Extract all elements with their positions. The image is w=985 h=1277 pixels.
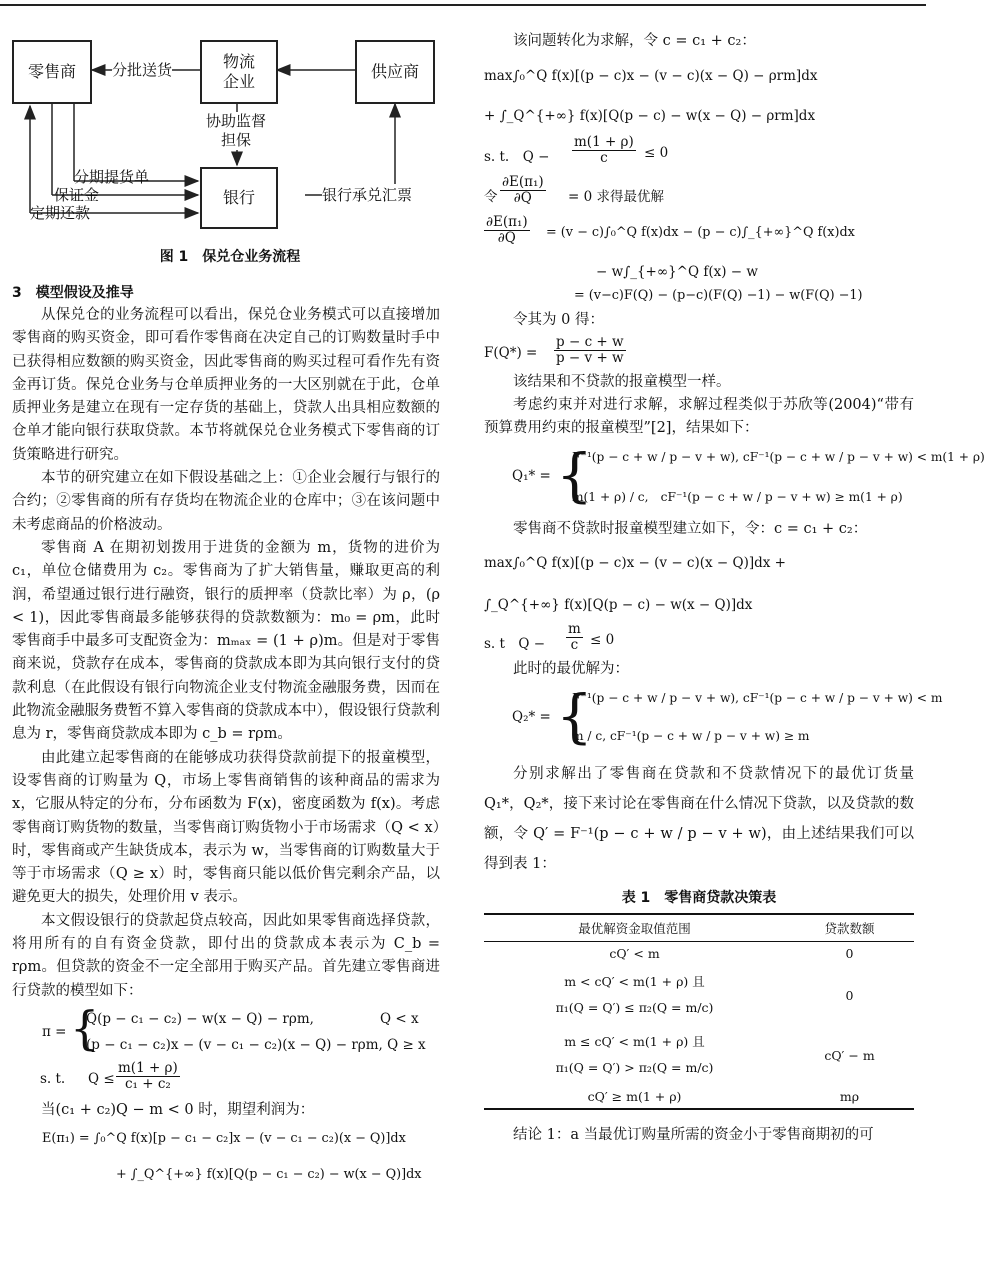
equation-max: ∫_Q^{+∞} f(x)[Q(p − c) − w(x − Q)]dx — [484, 596, 753, 613]
label-batch-delivery: 分批送货 — [112, 61, 173, 79]
eq-case: m(1 + ρ) / c, cF⁻¹(p − c + w / p − v + w) ≥ m(1 + ρ) — [572, 490, 903, 505]
cond-text: m ≤ cQ′ < m(1 + ρ) 且 — [564, 1034, 705, 1050]
eq-case: F⁻¹(p − c + w / p − v + w), cF⁻¹(p − c + w / p − v + w) < m(1 + ρ) — [572, 450, 985, 465]
cond-text: cQ′ ≥ m(1 + ρ) — [587, 1089, 682, 1105]
label-acceptance: 银行承兑汇票 — [322, 186, 413, 204]
table-row — [484, 942, 914, 966]
table-header: 最优解资金取值范围 — [484, 914, 785, 942]
equation-first-order — [484, 175, 914, 211]
equation-F-Q — [484, 335, 914, 371]
logistics-box: 物流 企业 — [200, 40, 278, 104]
table-cell: mρ — [785, 1085, 914, 1109]
eq-brace: { — [556, 682, 593, 751]
retailer-box: 零售商 — [12, 40, 92, 104]
cond-text: m < cQ′ < m(1 + ρ) 且 — [564, 974, 705, 990]
eq-lhs: F(Q*) = — [484, 344, 538, 361]
paragraph: 零售商不贷款时报童模型建立如下，令：c = c₁ + c₂： — [513, 521, 868, 538]
paragraph: 零售商 A 在期初划拨用于进货的金额为 m，货物的进价为 c₁，单位仓储费用为 c₂。零售商为了扩大销售量，赚取更高的利润，希望通过银行进行融资，银行的质押率（贷款比率）为 ρ，(ρ < 1)，因此零售商最多能够获得的贷款数额为：m₀ = ρm，此时零售商手中最多可支配资金为：mₘₐₓ = (1 + ρ)m。但是对于零售商来说，贷款存在成本，零售商的贷款成本即为其向银行支付的贷款利息（在此假设有银行向物流企业支付物流金融服务费，因而在此物流金融服务费暂不算入零售商的贷款成本中），假设银行贷款利息为 r，零售商贷款成本即为 c_b = rρm。 — [12, 539, 440, 743]
cond-text: π₁(Q = Q′) > π₂(Q = m/c) — [555, 1060, 714, 1076]
table-cell — [484, 965, 785, 1025]
table-cell: 0 — [845, 987, 854, 1003]
table-header: 贷款数额 — [785, 914, 914, 942]
table-caption: 表 1 零售商贷款决策表 — [621, 890, 777, 907]
figure-caption: 图 1 保兑仓业务流程 — [159, 249, 301, 265]
paragraph: 从保兑仓的业务流程可以看出，保兑仓业务模式可以直接增加零售商的购买资金，即可看作零售商在决定自己的订购数量时手中已获得相应数额的购买资金，因此零售商的购买过程可看作先有资金再订货。保兑仓业务与仓单质押业务的一大区别就在于此，仓单质押业务是建立在现有一定存货的基础上，贷款人出具相应数额的仓单才能向银行获取贷款。本节将就保兑仓业务模式下零售商的订货策略进行研究。 — [12, 307, 440, 463]
left-column — [12, 282, 440, 1186]
figure-1 — [0, 0, 460, 270]
table-cell: cQ′ − m — [824, 1047, 875, 1063]
fraction-numerator: m(1 + ρ) — [574, 134, 634, 151]
eq-st: s. t Q − — [484, 635, 546, 652]
fraction — [116, 1061, 180, 1092]
paragraph: 分别求解出了零售商在贷款和不贷款情况下的最优订货量 Q₁*，Q₂*，接下来讨论在零售商在什么情况下贷款，以及贷款的数额，令 Q′ = F⁻¹(p − c + w / p − v + w)，由上述结果我们可以得到表 1： — [484, 766, 914, 873]
fraction-numerator: m(1 + ρ) — [118, 1059, 178, 1076]
table-row — [484, 1085, 914, 1109]
equation-max: + ∫_Q^{+∞} f(x)[Q(p − c) − w(x − Q) − ρrm]dx — [484, 108, 816, 125]
paragraph: 令其为 0 得： — [513, 312, 604, 329]
eq-case: (p − c₁ − c₂)x − (v − c₁ − c₂)(x − Q) − rρm, Q ≥ x — [86, 1036, 426, 1053]
bank-box: 银行 — [200, 167, 278, 229]
fraction-denominator: c₁ + c₂ — [124, 1075, 171, 1092]
paragraph: 该结果和不贷款的报童模型一样。 — [513, 373, 731, 390]
equation-profit — [12, 1000, 440, 1061]
fraction-denominator: p − v + w — [556, 349, 624, 366]
paragraph: 本节的研究建立在如下假设基础之上：①企业会履行与银行的合约；②零售商的所有存货均在物流企业的仓库中；③在该问题中未考虑商品的价格波动。 — [12, 470, 440, 533]
fraction-numerator: ∂E(π₁) — [486, 214, 528, 231]
table-row — [484, 965, 914, 1025]
paragraph: 结论 1：a 当最优订购量所需的资金小于零售商期初的可 — [513, 1127, 874, 1144]
right-column — [484, 30, 985, 1147]
equation-constraint — [12, 1061, 440, 1099]
label-repayment: 定期还款 — [30, 204, 91, 222]
fraction-denominator: c — [600, 150, 608, 167]
paragraph: 考虑约束并对进行求解，求解过程类似于苏欣等(2004)“带有预算费用约束的报童模型”[2]，结果如下： — [484, 396, 914, 437]
table-cell — [484, 1085, 785, 1109]
cond-text: cQ′ < m — [609, 946, 660, 962]
label-pickup-bill: 分期提货单 — [74, 168, 150, 186]
fraction — [566, 622, 583, 653]
eq-rhs: = (v − c)∫₀^Q f(x)dx − (p − c)∫_{+∞}^Q f(x)dx — [546, 225, 855, 241]
eq-lhs: π = — [42, 1023, 67, 1040]
equation-max: max∫₀^Q f(x)[(p − c)x − (v − c)(x − Q) − ρrm]dx — [484, 68, 818, 85]
fraction — [572, 135, 636, 166]
equation-Q1 — [484, 441, 985, 518]
fraction-numerator: p − c + w — [554, 335, 626, 351]
equation-derivative: − w∫_{+∞}^Q f(x) − w — [596, 264, 758, 281]
equation-expected-profit: E(π₁) = ∫₀^Q f(x)[p − c₁ − c₂]x − (v − c₁ − c₂)(x − Q)]dx — [42, 1131, 406, 1147]
table-header-row — [484, 914, 914, 942]
equation-derivative — [484, 215, 914, 251]
label-deposit: 保证金 — [54, 186, 100, 204]
eq-cond: Q < x — [380, 1010, 419, 1027]
equation-Q2 — [484, 682, 943, 759]
decision-table — [484, 913, 914, 1110]
equation-expected-profit: + ∫_Q^{+∞} f(x)[Q(p − c₁ − c₂) − w(x − Q)]dx — [116, 1167, 422, 1183]
eq-case: m / c, cF⁻¹(p − c + w / p − v + w) ≥ m — [572, 729, 810, 744]
eq-st: s. t. Q − — [484, 149, 550, 166]
fraction — [500, 175, 546, 206]
table-cell: 0 — [845, 946, 854, 962]
equation-derivative: = (v−c)F(Q) − (p−c)(F(Q) −1) − w(F(Q) −1) — [574, 288, 863, 304]
fraction — [484, 215, 530, 246]
section-title: 3 模型假设及推导 — [12, 285, 134, 301]
fraction-numerator: m — [568, 620, 581, 637]
equation-constraint — [484, 135, 914, 171]
paragraph: 该问题转化为求解，令 c = c₁ + c₂： — [513, 33, 756, 49]
label-supervise: 协助监督 担保 — [206, 112, 267, 149]
equation-constraint — [484, 622, 914, 658]
table-cell — [484, 942, 785, 966]
paragraph: 当(c₁ + c₂)Q − m < 0 时，期望利润为： — [41, 1101, 315, 1118]
table-cell — [484, 1025, 785, 1085]
eq-rhs: ≤ 0 — [590, 631, 615, 648]
table-row — [484, 1025, 914, 1085]
eq-brace: { — [70, 1000, 100, 1055]
fraction-denominator: ∂Q — [513, 190, 532, 207]
eq-lhs: Q₂* = — [512, 709, 551, 726]
fraction-denominator: ∂Q — [497, 230, 516, 247]
eq-case: Q(p − c₁ − c₂) − w(x − Q) − rρm, — [86, 1010, 314, 1027]
fraction-denominator: c — [570, 636, 579, 653]
supplier-box: 供应商 — [355, 40, 435, 104]
eq-case: F⁻¹(p − c + w / p − v + w), cF⁻¹(p − c + w / p − v + w) < m — [572, 691, 943, 706]
paragraph: 本文假设银行的贷款起贷点较高，因此如果零售商选择贷款，将用所有的自有资金贷款，即付出的贷款成本表示为 C_b = rρm。但贷款的资金不一定全部用于购买产品。首先建立零售商进行贷款的模型如下： — [12, 912, 440, 999]
eq-st: s. t. — [40, 1070, 66, 1087]
eq-rhs: ≤ 0 — [644, 145, 669, 162]
fraction-numerator: ∂E(π₁) — [502, 174, 544, 191]
paragraph: 此时的最优解为： — [513, 660, 629, 677]
eq-brace: { — [556, 441, 593, 510]
fraction — [554, 335, 626, 366]
eq-rhs: = 0 求得最优解 — [568, 189, 664, 206]
cond-text: π₁(Q = Q′) ≤ π₂(Q = m/c) — [555, 1000, 714, 1016]
eq-st-lhs: Q ≤ — [88, 1070, 115, 1087]
paragraph: 由此建立起零售商的在能够成功获得贷款前提下的报童模型，设零售商的订购量为 Q，市场上零售商销售的该种商品的需求为 x，它服从特定的分布，分布函数为 F(x)，密度函数为 f(x)。考虑零售商订购货物的数量，当零售商订购货物小于市场需求（Q < x）时，零售商或产生缺货成本，表示为 w，当零售商的订购数量大于等于市场需求（Q ≥ x）时，零售商只能以低价售完剩余产品，以避免更大的损失，处理价用 v 表示。 — [12, 749, 440, 906]
equation-max: max∫₀^Q f(x)[(p − c)x − (v − c)(x − Q)]dx + — [484, 554, 786, 571]
eq-ling: 令 — [484, 189, 498, 206]
eq-lhs: Q₁* = — [512, 468, 551, 485]
